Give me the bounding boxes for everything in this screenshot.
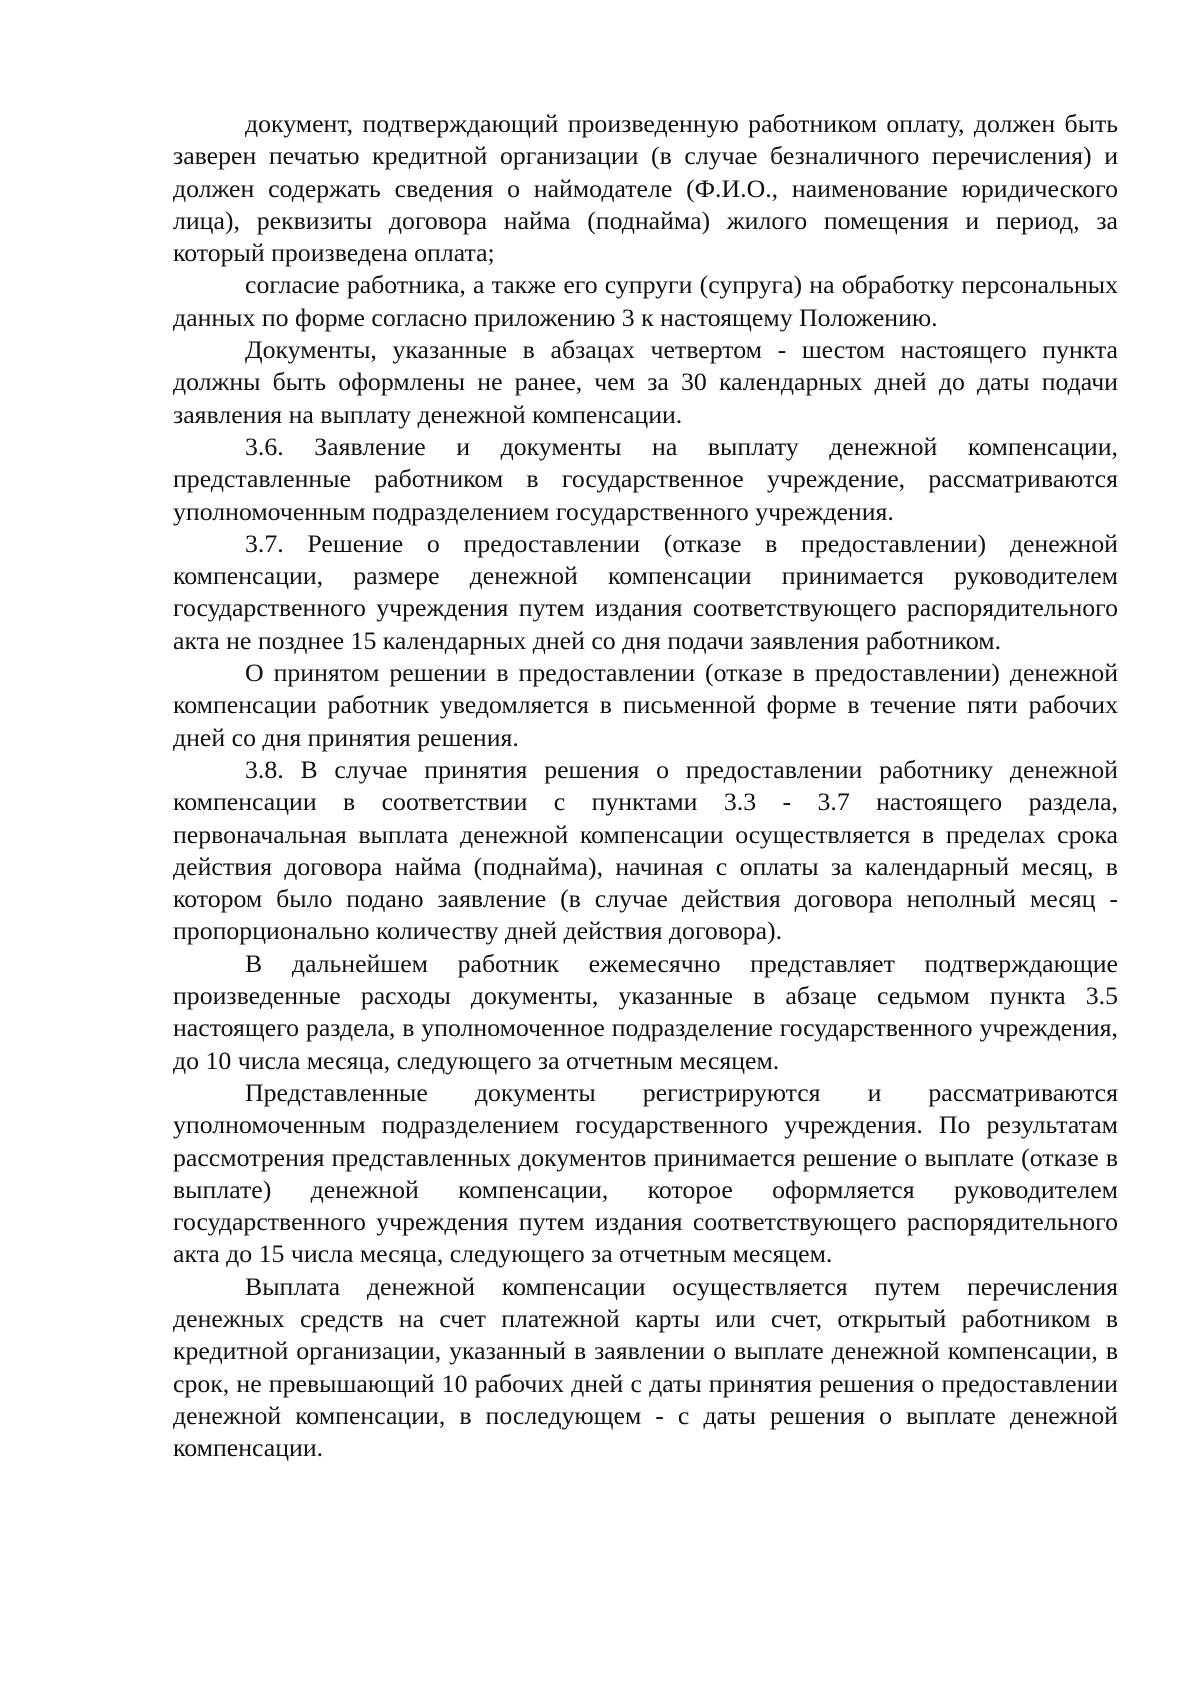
paragraph-personal-data-consent: согласие работника, а также его супруги (супруга) на обработку персональных данных по форме согласно приложению 3 к настоящему Положению. xyxy=(173,270,1118,332)
paragraph-documents-deadline: Документы, указанные в абзацах четвертом - шестом настоящего пункта должны быть оформлены не ранее, чем за 30 календарных дней до даты подачи заявления на выплату денежной компенсации. xyxy=(173,335,1118,429)
document-body xyxy=(173,108,1118,1464)
paragraph-decision-notification: О принятом решении в предоставлении (отказе в предоставлении) денежной компенсации работник уведомляется в письменной форме в течение пяти рабочих дней со дня принятия решения. xyxy=(173,658,1118,752)
paragraph-payment-transfer: Выплата денежной компенсации осуществляется путем перечисления денежных средств на счет платежной карты или счет, открытый работником в кредитной организации, указанный в заявлении о выплате денежной компенсации, в срок, не превышающий 10 рабочих дней с даты принятия решения о предоставлении денежной компенсации, в последующем - с даты решения о выплате денежной компенсации. xyxy=(173,1271,1118,1463)
paragraph-clause-3-7: 3.7. Решение о предоставлении (отказе в предоставлении) денежной компенсации, размере денежной компенсации принимается руководителем государственного учреждения путем издания соответствующего распорядительного акта не позднее 15 календарных дней со дня подачи заявления работником. xyxy=(173,528,1118,655)
paragraph-monthly-documents: В дальнейшем работник ежемесячно представляет подтверждающие произведенные расходы документы, указанные в абзаце седьмом пункта 3.5 настоящего раздела, в уполномоченное подразделение государственного учреждения, до 10 числа месяца, следующего за отчетным месяцем. xyxy=(173,948,1118,1075)
paragraph-payment-document: документ, подтверждающий произведенную работником оплату, должен быть заверен печатью кредитной организации (в случае безналичного перечисления) и должен содержать сведения о наймодателе (Ф.И.О., наименование юридического лица), реквизиты договора найма (поднайма) жилого помещения и период, за который произведена оплата; xyxy=(173,109,1118,268)
paragraph-clause-3-6: 3.6. Заявление и документы на выплату денежной компенсации, представленные работником в государственное учреждение, рассматриваются уполномоченным подразделением государственного учреждения. xyxy=(173,431,1118,526)
paragraph-clause-3-8: 3.8. В случае принятия решения о предоставлении работнику денежной компенсации в соответствии с пунктами 3.3 - 3.7 настоящего раздела, первоначальная выплата денежной компенсации осуществляется в пределах срока действия договора найма (поднайма), начиная с оплаты за календарный месяц, в котором было подано заявление (в случае действия договора неполный месяц - пропорционально количеству дней действия договора). xyxy=(173,754,1118,946)
paragraph-documents-review: Представленные документы регистрируются и рассматриваются уполномоченным подразделением государственного учреждения. По результатам рассмотрения представленных документов принимается решение о выплате (отказе в выплате) денежной компенсации, которое оформляется руководителем государственного учреждения путем издания соответствующего распорядительного акта до 15 числа месяца, следующего за отчетным месяцем. xyxy=(173,1077,1118,1269)
